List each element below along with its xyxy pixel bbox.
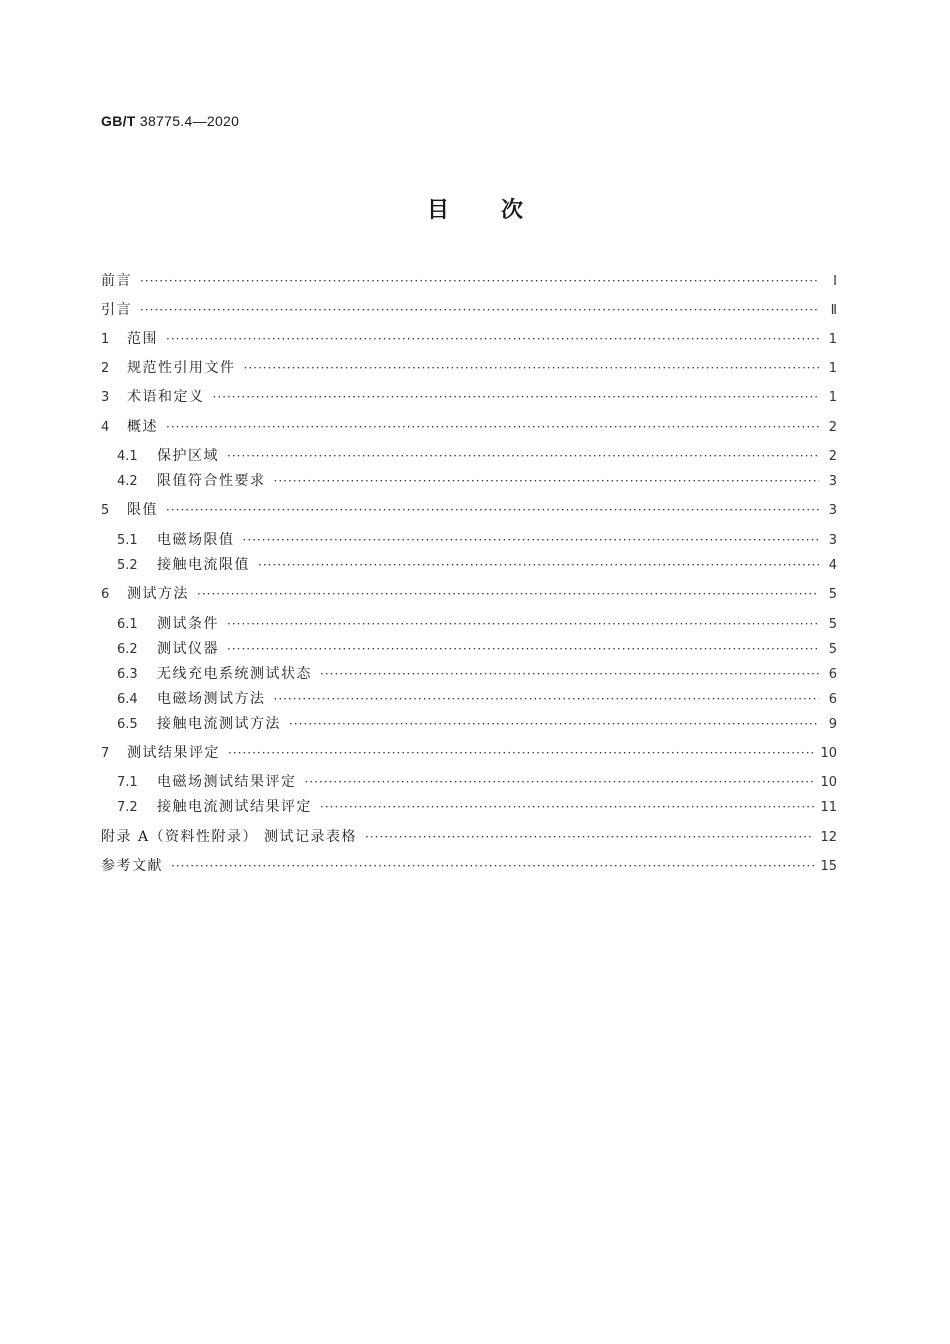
toc-entry-page: 6 (828, 667, 837, 682)
toc-entry-page: Ⅰ (833, 274, 837, 289)
toc-entry-number: 3 (101, 390, 110, 405)
toc-entry-label: 接触电流测试结果评定 (157, 799, 312, 815)
toc-entry-number: 6.5 (117, 717, 138, 732)
toc-entry-page: 12 (820, 830, 837, 845)
toc-entry-label: 引言 (101, 302, 132, 318)
toc-entry-label: 限值 (127, 502, 158, 518)
toc-entry-number: 6.4 (117, 692, 138, 707)
document-code (101, 113, 239, 129)
toc-entry-wireless-charging-test-state[interactable] (117, 663, 837, 685)
toc-entry-page: 5 (828, 587, 837, 602)
toc-entry-label: 前言 (101, 273, 132, 289)
toc-entry-label: 接触电流测试方法 (157, 716, 281, 732)
toc-entry-overview[interactable] (101, 416, 837, 438)
toc-entry-label: 测试仪器 (157, 641, 219, 657)
toc-entry-page: 2 (828, 449, 837, 464)
toc-entry-number: 5 (101, 503, 110, 518)
toc-dot-leader (289, 713, 819, 735)
toc-entry-page: 4 (828, 558, 837, 573)
toc-entry-number: 4.2 (117, 474, 138, 489)
toc-entry-test-methods[interactable] (101, 583, 837, 605)
toc-entry-protection-area[interactable] (117, 445, 837, 467)
toc-entry-page: 2 (828, 420, 837, 435)
toc-entry-page: 1 (828, 361, 837, 376)
toc-entry-em-field-result-evaluation[interactable] (117, 771, 837, 793)
toc-entry-limit-compliance[interactable] (117, 470, 837, 492)
toc-entry-label: 测试条件 (157, 616, 219, 632)
toc-entry-scope[interactable] (101, 328, 837, 350)
toc-dot-leader (227, 613, 819, 635)
toc-entry-label: 保护区域 (157, 448, 219, 464)
toc-entry-foreword[interactable] (101, 270, 837, 292)
toc-dot-leader (166, 499, 819, 521)
toc-entry-page: Ⅱ (830, 303, 837, 318)
toc-entry-page: 1 (828, 332, 837, 347)
toc-entry-number: 4.1 (117, 449, 138, 464)
toc-dot-leader (365, 826, 814, 848)
toc-dot-leader (213, 386, 820, 408)
toc-entry-test-instruments[interactable] (117, 638, 837, 660)
toc-entry-terms-definitions[interactable] (101, 386, 837, 408)
toc-dot-leader (197, 583, 819, 605)
toc-entry-number: 7.2 (117, 800, 138, 815)
toc-dot-leader (243, 529, 820, 551)
page-title: 目次 (426, 198, 575, 223)
toc-dot-leader (227, 638, 819, 660)
toc-entry-label: 电磁场限值 (157, 532, 235, 548)
toc-entry-page: 5 (828, 617, 837, 632)
toc-entry-number: 7 (101, 746, 110, 761)
toc-entry-bibliography[interactable] (101, 855, 837, 877)
toc-entry-label: 术语和定义 (127, 389, 205, 405)
toc-entry-number: 5.1 (117, 533, 138, 548)
toc-entry-label: 范围 (127, 331, 158, 347)
toc-dot-leader (274, 688, 820, 710)
toc-entry-page: 10 (820, 746, 837, 761)
toc-entry-label: 概述 (127, 419, 158, 435)
toc-entry-number: 5.2 (117, 558, 138, 573)
toc-dot-leader (258, 554, 819, 576)
toc-dot-leader (274, 470, 820, 492)
toc-entry-label: 电磁场测试方法 (157, 691, 266, 707)
toc-entry-number: 1 (101, 332, 110, 347)
toc-entry-number: 6.1 (117, 617, 138, 632)
toc-entry-label: 测试方法 (127, 586, 189, 602)
toc-entry-page: 11 (820, 800, 837, 815)
toc-entry-contact-current-result-evaluation[interactable] (117, 796, 837, 818)
toc-entry-page: 9 (828, 717, 837, 732)
toc-entry-label: 限值符合性要求 (157, 473, 266, 489)
toc-entry-introduction[interactable] (101, 299, 837, 321)
toc-dot-leader (166, 416, 819, 438)
toc-entry-number: 7.1 (117, 775, 138, 790)
toc-entry-label: 测试结果评定 (127, 745, 220, 761)
toc-dot-leader (320, 796, 814, 818)
toc-entry-number: 6.3 (117, 667, 138, 682)
toc-entry-normative-references[interactable] (101, 357, 837, 379)
toc-dot-leader (140, 270, 819, 292)
toc-entry-annex-a[interactable] (101, 826, 837, 848)
toc-entry-page: 5 (828, 642, 837, 657)
toc-entry-label: 规范性引用文件 (127, 360, 236, 376)
toc-entry-page: 6 (828, 692, 837, 707)
standard-prefix: GB/T (101, 113, 136, 129)
toc-entry-label: 电磁场测试结果评定 (157, 774, 297, 790)
toc-entry-em-field-test-method[interactable] (117, 688, 837, 710)
toc-entry-number: 4 (101, 420, 110, 435)
toc-entry-page: 15 (820, 859, 837, 874)
toc-entry-page: 1 (828, 390, 837, 405)
toc-entry-page: 3 (828, 533, 837, 548)
toc-dot-leader (244, 357, 820, 379)
toc-entry-number: 6.2 (117, 642, 138, 657)
toc-entry-page: 3 (828, 503, 837, 518)
toc-entry-contact-current-limits[interactable] (117, 554, 837, 576)
toc-entry-limits[interactable] (101, 499, 837, 521)
toc-dot-leader (305, 771, 815, 793)
toc-entry-label: 无线充电系统测试状态 (157, 666, 312, 682)
toc-dot-leader (140, 299, 819, 321)
toc-entry-number: 2 (101, 361, 110, 376)
toc-entry-page: 10 (820, 775, 837, 790)
toc-entry-label: 接触电流限值 (157, 557, 250, 573)
toc-entry-label: 附录 A（资料性附录） 测试记录表格 (101, 829, 358, 845)
toc-dot-leader (320, 663, 819, 685)
toc-entry-contact-current-test-method[interactable] (117, 713, 837, 735)
toc-dot-leader (227, 445, 819, 467)
toc-dot-leader (166, 328, 819, 350)
toc-entry-number: 6 (101, 587, 110, 602)
standard-number: 38775.4—2020 (139, 113, 240, 129)
toc-entry-page: 3 (828, 474, 837, 489)
toc-entry-em-field-limits[interactable] (117, 529, 837, 551)
toc-entry-test-conditions[interactable] (117, 613, 837, 635)
toc-entry-label: 参考文献 (101, 858, 163, 874)
toc-entry-test-result-evaluation[interactable] (101, 742, 837, 764)
toc-dot-leader (228, 742, 814, 764)
toc-dot-leader (171, 855, 814, 877)
